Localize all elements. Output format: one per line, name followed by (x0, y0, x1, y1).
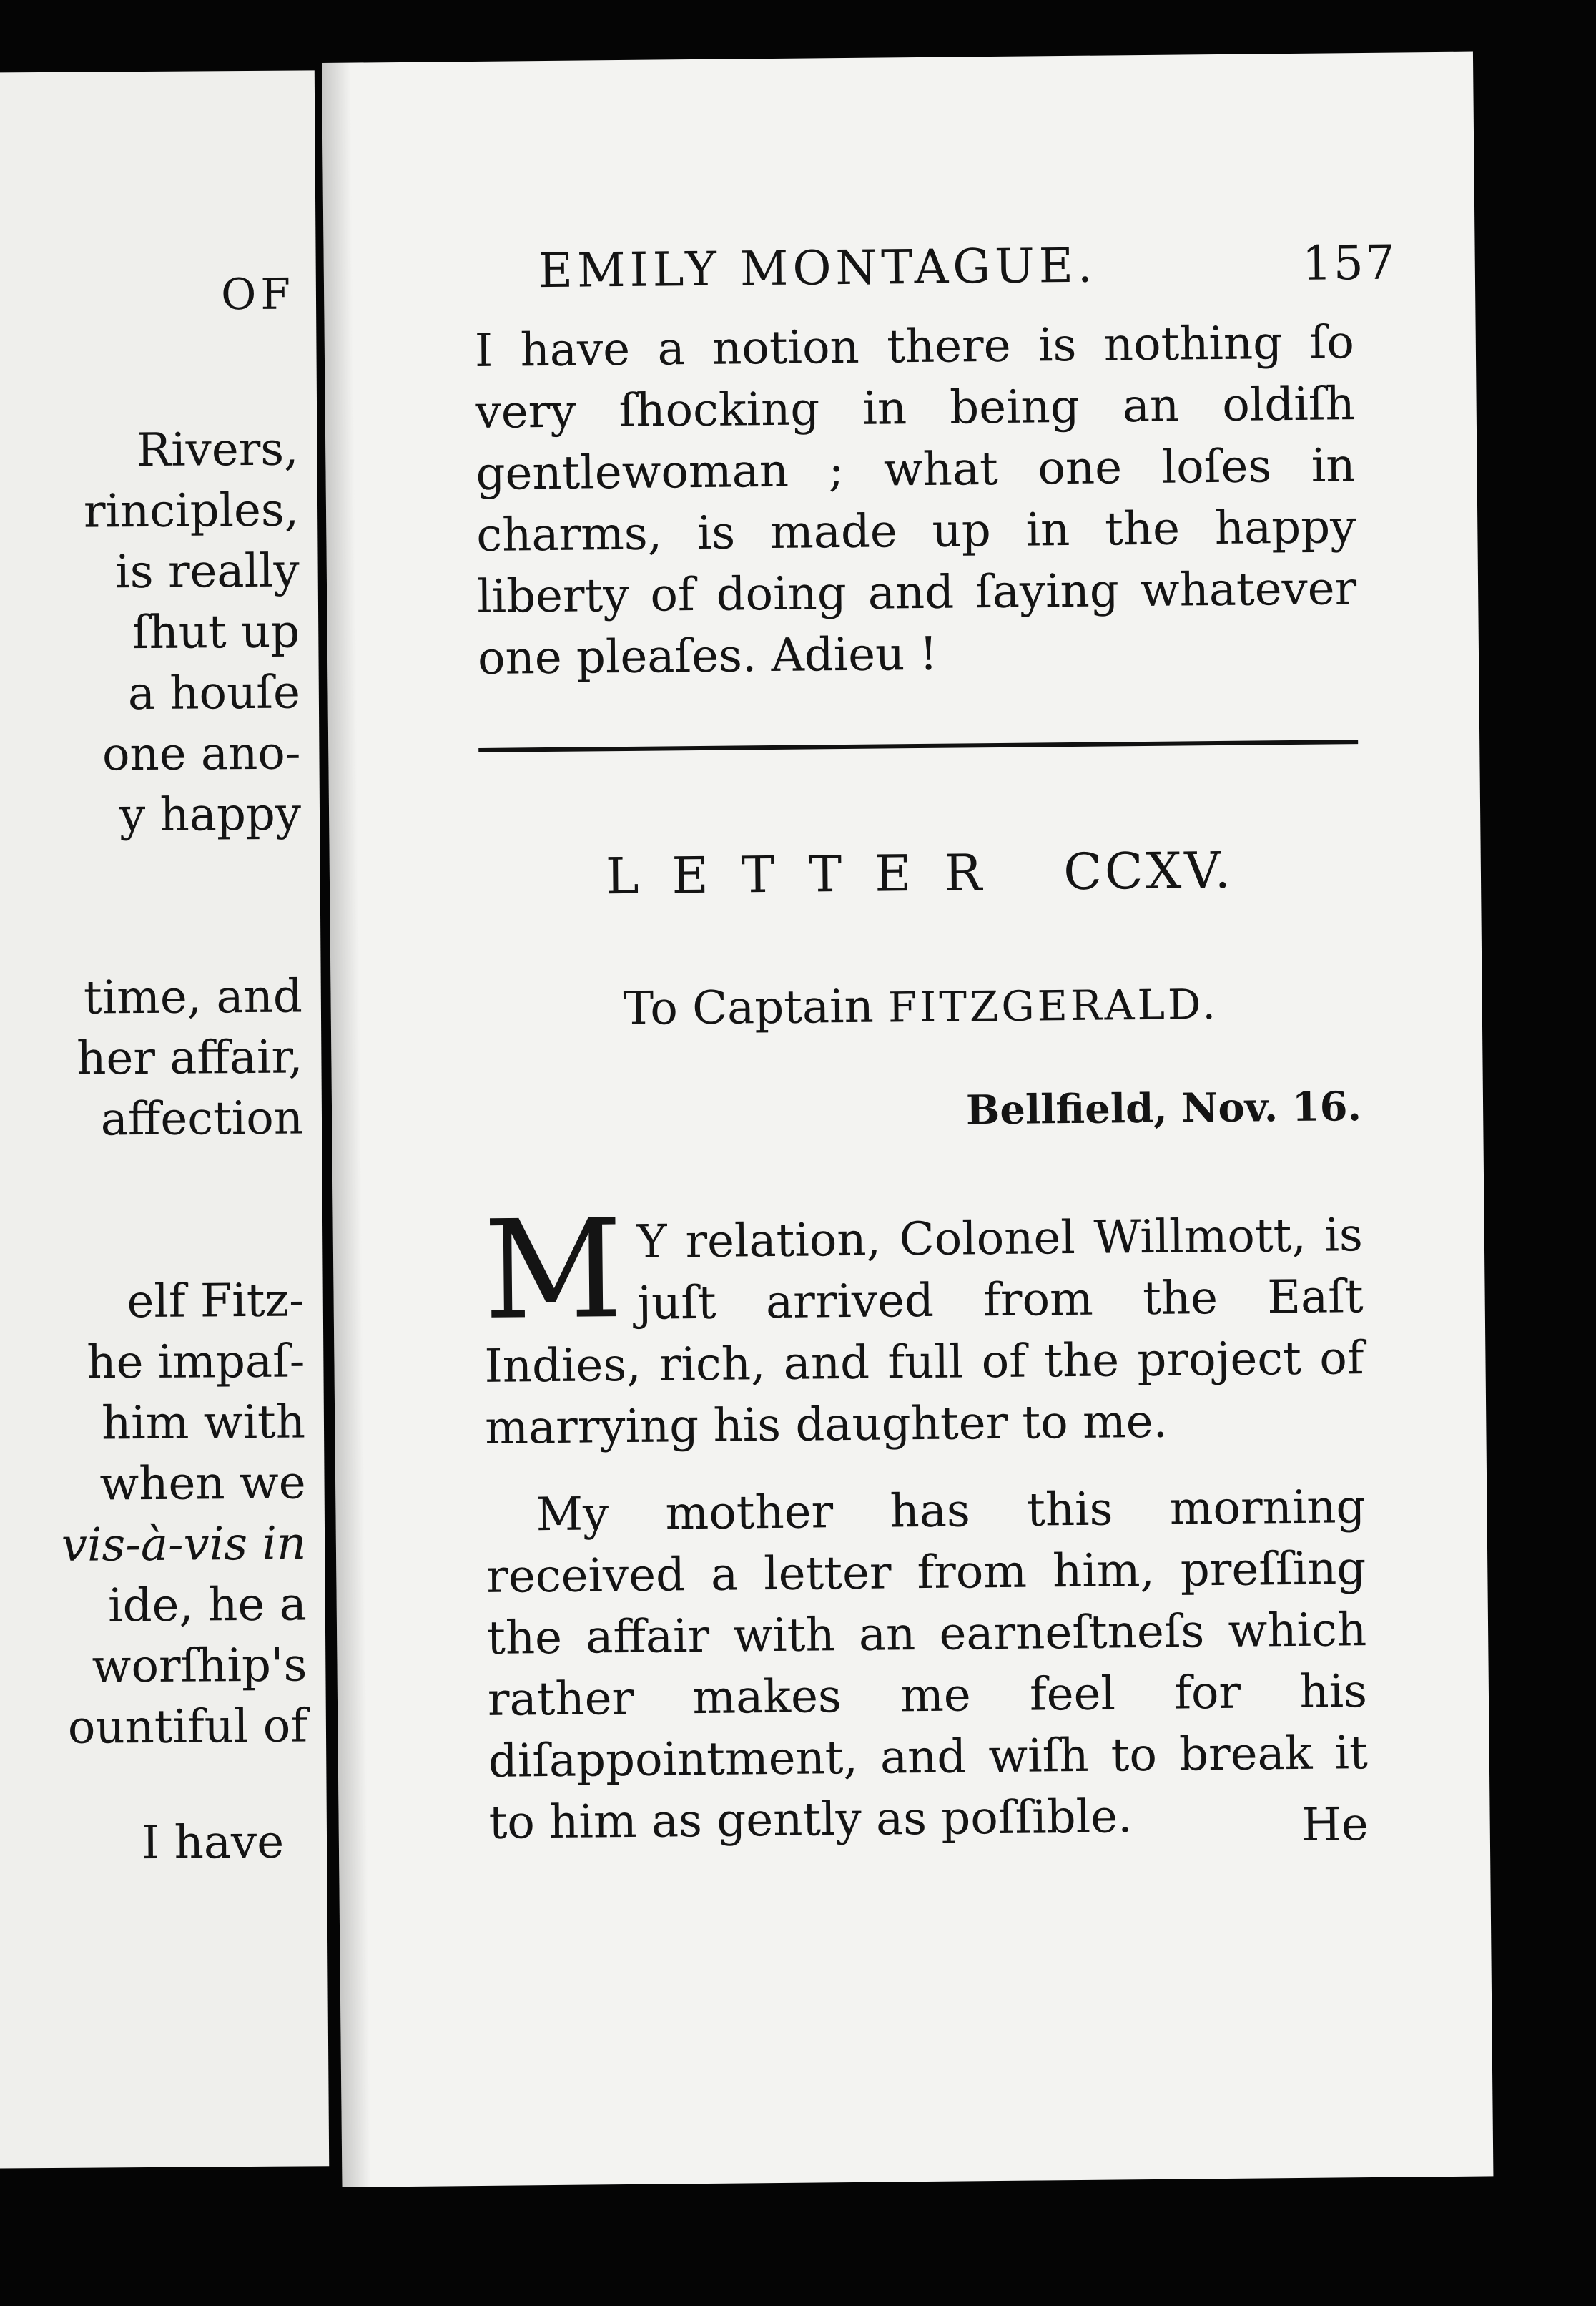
left-line: him with (101, 1395, 306, 1451)
left-line: elf Fitz- (127, 1274, 305, 1329)
catchword: He (1301, 1798, 1369, 1852)
left-line: affection (100, 1091, 304, 1147)
section-rule (478, 740, 1358, 752)
running-head (538, 235, 1396, 299)
page-number: 157 (1301, 235, 1397, 291)
left-line: Rivers, (136, 423, 299, 478)
left-line: y happy (119, 788, 302, 843)
left-running-head-fragment: OF (220, 269, 295, 320)
running-head-title: EMILY MONTAGUE. (538, 237, 1098, 299)
left-page-text (54, 419, 307, 1758)
left-line: is really (115, 544, 300, 599)
left-line: her affair, (76, 1031, 303, 1086)
left-line: ſhut up (132, 605, 300, 660)
left-line: ountiful of (67, 1699, 308, 1755)
left-line: vis-à-vis in (61, 1517, 307, 1572)
letter-heading-word: LETTER (605, 843, 1015, 906)
letter-heading (480, 840, 1360, 907)
left-line: time, and (83, 970, 303, 1025)
left-line (57, 906, 302, 968)
left-line: worſhip's (92, 1639, 307, 1694)
right-page (322, 52, 1493, 2187)
letter-body (483, 1190, 1369, 1854)
left-line: when we (99, 1456, 306, 1511)
letter-paragraph (483, 1190, 1364, 1459)
letter-heading-number: CCXV. (1063, 840, 1234, 902)
addressee-prefix: To Captain (623, 980, 875, 1036)
left-line: he impaſ- (87, 1335, 305, 1390)
paragraph-text: Y relation, Colonel Willmott, is juſt arrived from the Eaſt Indies, rich, and full of the project of marrying his daughter to me. (484, 1209, 1364, 1455)
left-line: one ano- (102, 727, 301, 782)
letter-paragraph: My mother has this morning received a letter from him, preſſing the affair with an earneſtneſs which rather makes me feel for his diſappointment, and wiſh to break it to him as gently as poſſible. (486, 1481, 1369, 1850)
left-line: ide, he a (107, 1578, 307, 1633)
left-line (56, 845, 302, 907)
drop-cap: M (483, 1190, 624, 1350)
left-line: a houſe (127, 666, 301, 721)
left-line (59, 1149, 304, 1211)
addressee (481, 976, 1361, 1037)
left-line: rinciples, (83, 484, 300, 539)
gutter-shadow (322, 63, 371, 2187)
left-catchword: I have (141, 1815, 285, 1870)
opening-paragraph: I have a notion there is nothing ſo very ſhocking in being an oldiſh gentlewoman ; what one loſes in charms, is made up in the happy liberty of doing and ſaying whatever one pleaſes. Adieu ! (474, 316, 1357, 685)
left-page (0, 70, 329, 2168)
left-line (59, 1210, 305, 1272)
dateline: Bellfield, Nov. 16. (965, 1083, 1362, 1134)
addressee-name: FITZGERALD. (887, 980, 1219, 1032)
